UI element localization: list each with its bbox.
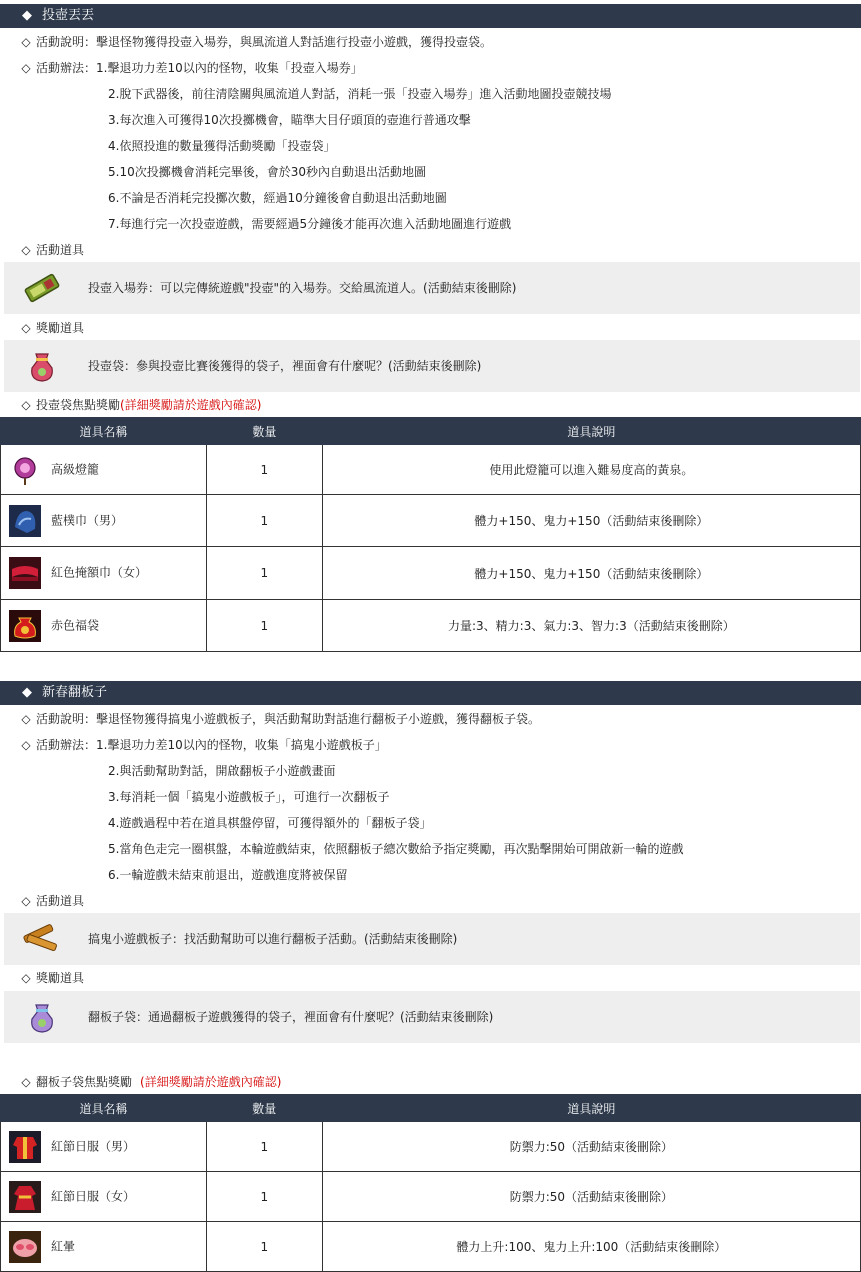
activity-item-box: [4, 913, 860, 965]
activity-item-description: 投壺入場券：可以完傳統遊戲"投壺"的入場券。交給風流道人。(活動結束後刪除): [88, 281, 517, 295]
activity-description-text: 活動說明：擊退怪物獲得搞鬼小遊戲板子，與活動幫助對話進行翻板子小遊戲，獲得翻板子袋。: [36, 712, 541, 726]
reward-table-touhu: [0, 417, 861, 652]
diamond-outline-icon: ◇: [21, 712, 31, 726]
item-name: 赤色福袋: [51, 618, 100, 632]
reward-item-heading-text: 獎勵道具: [36, 971, 85, 985]
method-step-7: 7.每進行完一次投壺遊戲，需要經過5分鐘後才能再次進入活動地圖進行遊戲: [108, 217, 512, 231]
blue-headscarf-icon: [9, 505, 41, 537]
diamond-icon: ◆: [22, 685, 32, 700]
activity-item-heading-text: 活動道具: [36, 243, 85, 257]
focus-reward-heading-text: 翻板子袋焦點獎勵: [36, 1075, 133, 1089]
diamond-outline-icon: ◇: [21, 243, 31, 257]
item-quantity: 1: [206, 547, 322, 600]
focus-reward-heading: [0, 1072, 281, 1092]
table-row: [1, 600, 861, 652]
column-header-name: 道具名稱: [1, 418, 207, 445]
method-step-5: 5.當角色走完一圈棋盤，本輪遊戲結束，依照翻板子總次數給予指定獎勵，再次點擊開始可開啟新一輪的遊戲: [108, 842, 684, 856]
method-step-6: 6.不論是否消耗完投擲次數，經過10分鐘後會自動退出活動地圖: [108, 191, 447, 205]
diamond-outline-icon: ◇: [21, 894, 31, 908]
table-header-row: [1, 1095, 861, 1122]
item-description: 體力+150、鬼力+150（活動結束後刪除）: [322, 547, 860, 600]
activity-method: [0, 58, 363, 78]
item-name: 紅色掩額巾（女）: [51, 565, 148, 580]
table-header-row: [1, 418, 861, 445]
diamond-outline-icon: ◇: [21, 321, 31, 335]
method-step-2: 2.脫下武器後，前往清陰關與風流道人對話，消耗一張「投壺入場券」進入活動地圖投壺競技場: [108, 87, 612, 101]
item-quantity: 1: [206, 445, 322, 495]
blush-icon: [9, 1231, 41, 1263]
item-name: 紅節日服（女）: [51, 1189, 136, 1203]
activity-item-heading: [0, 891, 84, 911]
item-name-cell: [1, 495, 207, 547]
ticket-icon: [22, 270, 62, 306]
item-description: 防禦力:50（活動結束後刪除）: [322, 1172, 860, 1222]
focus-reward-heading: [0, 395, 261, 415]
item-name: 藍樸巾（男）: [51, 513, 124, 527]
column-header-description: 道具說明: [322, 1095, 860, 1122]
red-lucky-bag-icon: [9, 610, 41, 642]
item-quantity: 1: [206, 1222, 322, 1272]
method-step-1: 活動辦法：1.擊退功力差10以內的怪物，收集「投壺入場券」: [36, 61, 363, 75]
item-name-cell: [1, 445, 207, 495]
reward-item-heading: [0, 968, 84, 988]
method-step-3: 3.每消耗一個「搞鬼小遊戲板子」，可進行一次翻板子: [108, 790, 390, 804]
table-row: [1, 495, 861, 547]
item-description: 體力上升:100、鬼力上升:100（活動結束後刪除）: [322, 1222, 860, 1272]
column-header-quantity: 數量: [206, 1095, 322, 1122]
activity-method: [0, 735, 387, 755]
focus-reward-note: (詳細獎勵請於遊戲內確認): [120, 398, 262, 412]
diamond-outline-icon: ◇: [21, 398, 31, 412]
method-step-6: 6.一輪遊戲未結束前退出，遊戲進度將被保留: [108, 868, 348, 882]
red-festival-outfit-female-icon: [9, 1181, 41, 1213]
diamond-outline-icon: ◇: [21, 971, 31, 985]
diamond-outline-icon: ◇: [21, 35, 31, 49]
reward-table-flip-board: [0, 1094, 861, 1272]
item-quantity: 1: [206, 1172, 322, 1222]
table-row: [1, 1122, 861, 1172]
reward-item-box: [4, 340, 860, 392]
item-name: 紅暈: [51, 1239, 76, 1253]
column-header-quantity: 數量: [206, 418, 322, 445]
activity-item-heading-text: 活動道具: [36, 894, 85, 908]
column-header-name: 道具名稱: [1, 1095, 207, 1122]
focus-reward-note: (詳細獎勵請於遊戲內確認): [140, 1075, 282, 1089]
item-name-cell: [1, 1122, 207, 1172]
activity-description: [0, 709, 540, 729]
activity-item-box: [4, 262, 860, 314]
section-header-flip-board: [0, 681, 861, 705]
item-name-cell: [1, 1222, 207, 1272]
diamond-outline-icon: ◇: [21, 61, 31, 75]
reward-item-description: 翻板子袋：通過翻板子遊戲獲得的袋子，裡面會有什麼呢？(活動結束後刪除): [88, 1010, 494, 1024]
reward-item-box: [4, 991, 860, 1043]
pouch-icon: [22, 999, 62, 1035]
method-step-4: 4.遊戲過程中若在道具棋盤停留，可獲得額外的「翻板子袋」: [108, 816, 432, 830]
diamond-outline-icon: ◇: [21, 738, 31, 752]
item-quantity: 1: [206, 495, 322, 547]
reward-item-heading: [0, 318, 84, 338]
reward-item-description: 投壺袋：參與投壺比賽後獲得的袋子，裡面會有什麼呢？(活動結束後刪除): [88, 359, 482, 373]
pouch-icon: [22, 348, 62, 384]
item-name-cell: [1, 547, 207, 600]
table-row: [1, 1172, 861, 1222]
red-festival-outfit-male-icon: [9, 1131, 41, 1163]
activity-description: [0, 32, 492, 52]
section-title: 新春翻板子: [42, 685, 108, 700]
section-title: 投壺丟丟: [42, 8, 95, 23]
activity-item-heading: [0, 240, 84, 260]
wooden-boards-icon: [22, 921, 62, 957]
item-name: 紅節日服（男）: [51, 1139, 136, 1153]
table-row: [1, 445, 861, 495]
diamond-icon: ◆: [22, 8, 32, 23]
method-step-1: 活動辦法：1.擊退功力差10以內的怪物，收集「搞鬼小遊戲板子」: [36, 738, 387, 752]
item-name: 高級燈籠: [51, 462, 100, 476]
item-quantity: 1: [206, 1122, 322, 1172]
method-step-3: 3.每次進入可獲得10次投擲機會，瞄準大目仔頭頂的壺進行普通攻擊: [108, 113, 471, 127]
activity-item-description: 搞鬼小遊戲板子：找活動幫助可以進行翻板子活動。(活動結束後刪除): [88, 932, 458, 946]
column-header-description: 道具說明: [322, 418, 860, 445]
item-name-cell: [1, 600, 207, 652]
red-headband-icon: [9, 557, 41, 589]
section-header-touhu: [0, 4, 861, 28]
diamond-outline-icon: ◇: [21, 1075, 31, 1089]
item-quantity: 1: [206, 600, 322, 652]
table-row: [1, 547, 861, 600]
method-step-4: 4.依照投進的數量獲得活動獎勵「投壺袋」: [108, 139, 336, 153]
reward-item-heading-text: 獎勵道具: [36, 321, 85, 335]
item-description: 防禦力:50（活動結束後刪除）: [322, 1122, 860, 1172]
method-step-5: 5.10次投擲機會消耗完畢後，會於30秒內自動退出活動地圖: [108, 165, 426, 179]
item-description: 體力+150、鬼力+150（活動結束後刪除）: [322, 495, 860, 547]
item-name-cell: [1, 1172, 207, 1222]
focus-reward-heading-text: 投壺袋焦點獎勵: [36, 398, 121, 412]
method-step-2: 2.與活動幫助對話，開啟翻板子小遊戲畫面: [108, 764, 336, 778]
item-description: 使用此燈籠可以進入難易度高的黃泉。: [322, 445, 860, 495]
activity-description-text: 活動說明：擊退怪物獲得投壺入場券，與風流道人對話進行投壺小遊戲，獲得投壺袋。: [36, 35, 493, 49]
item-description: 力量:3、精力:3、氣力:3、智力:3（活動結束後刪除）: [322, 600, 860, 652]
table-row: [1, 1222, 861, 1272]
lantern-icon: [9, 454, 41, 486]
